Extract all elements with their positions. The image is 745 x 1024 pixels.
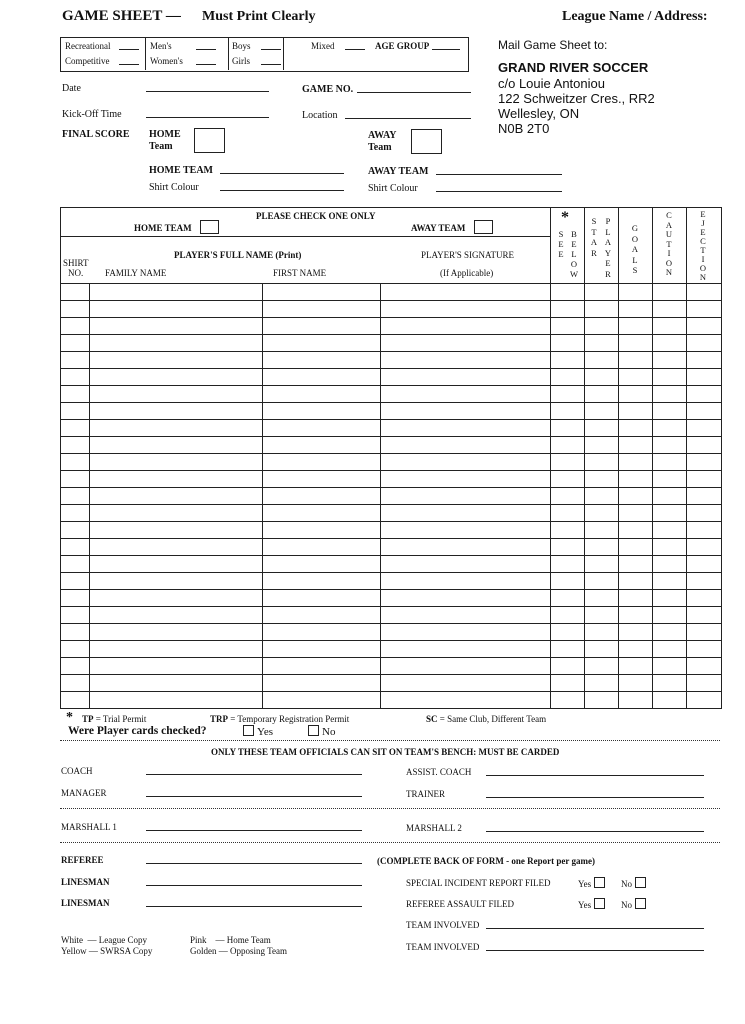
below-header-letter: W (569, 269, 579, 279)
marshall1-field[interactable] (146, 830, 362, 831)
divider (60, 842, 720, 843)
location-label: Location (302, 110, 338, 121)
assault-yes-checkbox[interactable] (594, 898, 605, 909)
goals-header-letter: A (631, 244, 639, 254)
coach-label: COACH (61, 766, 93, 776)
trainer-label: TRAINER (406, 789, 445, 799)
table-row[interactable] (60, 504, 721, 522)
cards-yes-label: Yes (257, 726, 274, 738)
mail-line2: 122 Schweitzer Cres., RR2 (498, 91, 655, 106)
linesman2-field[interactable] (146, 906, 362, 907)
if-applicable-label: (If Applicable) (440, 268, 494, 278)
marshall2-label: MARSHALL 2 (406, 823, 462, 833)
dash: — (87, 935, 97, 945)
table-row[interactable] (60, 402, 721, 420)
assault-no-label: No (621, 900, 632, 910)
category-divider (145, 37, 146, 70)
divider (60, 808, 720, 809)
see-header-letter: E (558, 249, 564, 259)
player-header-letter: L (605, 226, 611, 237)
roster-away-team-label: AWAY TEAM (411, 223, 466, 233)
away-score-label: AWAY (368, 130, 397, 141)
asterisk-mark: * (561, 209, 569, 226)
star-header-letter: T (591, 226, 597, 237)
manager-label: MANAGER (61, 788, 107, 798)
away-team-label: AWAY TEAM (368, 166, 429, 177)
yellow-copy: Yellow (61, 946, 87, 956)
referee-assault-label: REFEREE ASSAULT FILED (406, 899, 515, 909)
player-header-letter: A (604, 237, 612, 247)
pink-copy-dest: Home Team (226, 935, 271, 945)
incident-no-checkbox[interactable] (635, 877, 646, 888)
home-shirt-field[interactable] (220, 190, 344, 191)
home-score-team-label: Team (149, 141, 173, 152)
table-row[interactable] (60, 436, 721, 454)
boys-label: Boys (232, 41, 251, 51)
table-row[interactable] (60, 419, 721, 437)
goals-header-letter: G (631, 223, 639, 233)
sc-text: = Same Club, Different Team (439, 714, 547, 724)
away-score-box[interactable] (411, 129, 442, 154)
white-copy: White (61, 935, 83, 945)
womens-label: Women's (150, 56, 183, 66)
table-row[interactable] (60, 657, 721, 675)
table-row[interactable] (60, 317, 721, 335)
special-incident-label: SPECIAL INCIDENT REPORT FILED (406, 878, 551, 888)
table-row[interactable] (60, 521, 721, 539)
sc-abbr: SC (426, 714, 438, 724)
trp-abbr: TRP (210, 714, 228, 724)
kickoff-field[interactable] (146, 117, 269, 118)
goals-header-letter: L (632, 254, 638, 265)
home-shirt-label: Shirt Colour (149, 182, 199, 193)
away-shirt-field[interactable] (436, 191, 562, 192)
game-no-label: GAME NO. (302, 84, 354, 95)
ejection-header-letter: J (701, 218, 705, 228)
home-score-label: HOME (149, 129, 181, 140)
trp-text: = Temporary Registration Permit (230, 714, 350, 724)
caution-header-letter: U (665, 229, 673, 239)
age-group-label: AGE GROUP (375, 41, 430, 51)
caution-header-letter: C (666, 210, 672, 220)
incident-yes-label: Yes (578, 879, 592, 889)
assault-no-checkbox[interactable] (635, 898, 646, 909)
roster-rows (60, 283, 721, 708)
tp-abbr: TP (82, 714, 94, 724)
caution-header-letter: O (665, 257, 673, 268)
roster-away-checkbox[interactable] (474, 220, 493, 234)
ejection-header-letter: O (699, 263, 707, 273)
table-row[interactable] (60, 283, 721, 300)
officials-title: ONLY THESE TEAM OFFICIALS CAN SIT ON TEAM'S BENCH: MUST BE CARDED (211, 747, 560, 757)
caution-header-letter: A (665, 219, 673, 230)
assist-coach-field[interactable] (486, 775, 704, 776)
ejection-header-letter: N (699, 272, 707, 282)
table-row[interactable] (60, 606, 721, 624)
mail-line4: N0B 2T0 (498, 121, 550, 136)
player-full-name-label: PLAYER'S FULL NAME (Print) (174, 250, 302, 260)
league-label: League Name / Address: (562, 9, 708, 24)
form-subtitle: Must Print Clearly (202, 9, 316, 24)
dash: — (215, 935, 225, 945)
star-header-letter: A (590, 237, 598, 247)
incident-yes-checkbox[interactable] (594, 877, 605, 888)
marshall1-label: MARSHALL 1 (61, 822, 117, 832)
location-field[interactable] (345, 118, 471, 119)
table-row[interactable] (60, 555, 721, 573)
caution-header-letter: N (665, 267, 673, 277)
see-header-letter: E (558, 239, 564, 249)
player-header-letter: P (605, 216, 611, 226)
recreational-label: Recreational (65, 41, 111, 51)
table-row[interactable] (60, 453, 721, 471)
roster-home-team-label: HOME TEAM (134, 223, 192, 233)
table-row[interactable] (60, 691, 721, 709)
team-involved-2-field[interactable] (486, 950, 704, 951)
tp-text: = Trial Permit (95, 714, 147, 724)
ejection-header-letter: T (700, 245, 706, 255)
away-shirt-label: Shirt Colour (368, 183, 418, 194)
star-header-letter: R (591, 247, 597, 258)
trainer-field[interactable] (486, 797, 704, 798)
table-row[interactable] (60, 623, 721, 641)
team-involved-1-field[interactable] (486, 928, 704, 929)
mail-label: Mail Game Sheet to: (498, 38, 608, 52)
table-row[interactable] (60, 351, 721, 369)
star-header-letter: S (591, 216, 597, 226)
player-signature-label: PLAYER'S SIGNATURE (421, 250, 515, 260)
dash: — (218, 946, 228, 956)
cards-no-checkbox[interactable] (308, 725, 319, 736)
form-title: GAME SHEET — (62, 8, 181, 24)
cards-no-label: No (322, 726, 336, 738)
table-row[interactable] (60, 572, 721, 590)
mail-line3: Wellesley, ON (498, 106, 580, 121)
team-involved-1-label: TEAM INVOLVED (406, 920, 480, 930)
competitive-label: Competitive (65, 56, 110, 66)
family-name-label: FAMILY NAME (105, 268, 167, 278)
below-header-letter: B (571, 229, 577, 239)
ejection-header-letter: C (700, 236, 706, 246)
pink-copy: Pink (190, 935, 207, 945)
home-team-field[interactable] (220, 173, 344, 174)
assist-coach-label: ASSIST. COACH (406, 767, 472, 777)
table-row[interactable] (60, 538, 721, 556)
home-team-label: HOME TEAM (149, 165, 213, 176)
ejection-header-letter: E (700, 209, 706, 219)
check-one-label: PLEASE CHECK ONE ONLY (256, 211, 376, 221)
assault-yes-label: Yes (578, 900, 592, 910)
table-row[interactable] (60, 640, 721, 658)
linesman2-label: LINESMAN (61, 898, 110, 908)
player-header-letter: Y (604, 247, 612, 258)
table-row[interactable] (60, 368, 721, 386)
dash: — (88, 946, 98, 956)
game-no-field[interactable] (357, 92, 471, 93)
player-header-letter: E (605, 258, 611, 268)
kickoff-label: Kick-Off Time (62, 109, 122, 120)
caution-header-letter: T (666, 238, 672, 249)
incident-no-label: No (621, 879, 632, 889)
mens-label: Men's (150, 41, 172, 51)
away-team-field[interactable] (436, 174, 562, 175)
legend-asterisk: * (66, 710, 73, 725)
table-row[interactable] (60, 470, 721, 488)
referee-label: REFEREE (61, 855, 104, 865)
table-row[interactable] (60, 385, 721, 403)
date-field[interactable] (146, 91, 269, 92)
linesman1-label: LINESMAN (61, 877, 110, 887)
home-score-box[interactable] (194, 128, 225, 153)
table-row[interactable] (60, 589, 721, 607)
no-label: NO. (68, 268, 84, 278)
away-score-team-label: Team (368, 142, 392, 153)
manager-field[interactable] (146, 796, 362, 797)
mixed-label: Mixed (311, 41, 335, 51)
referee-field[interactable] (146, 863, 362, 864)
player-cards-question: Were Player cards checked? (68, 725, 207, 737)
girls-label: Girls (232, 56, 250, 66)
white-copy-dest: League Copy (98, 935, 147, 945)
mail-line1: c/o Louie Antoniou (498, 76, 605, 91)
ejection-header-letter: E (700, 227, 706, 237)
date-label: Date (62, 83, 81, 94)
divider (60, 740, 720, 741)
linesman1-field[interactable] (146, 885, 362, 886)
goals-header-letter: O (631, 233, 639, 244)
caution-header-letter: I (667, 248, 671, 258)
team-involved-2-label: TEAM INVOLVED (406, 942, 480, 952)
ejection-header-letter: I (701, 254, 705, 264)
table-row[interactable] (60, 300, 721, 318)
below-header-letter: E (571, 239, 577, 249)
below-header-letter: L (571, 249, 577, 259)
marshall2-field[interactable] (486, 831, 704, 832)
category-divider (283, 37, 284, 70)
complete-back-note: (COMPLETE BACK OF FORM - one Report per game) (377, 856, 595, 866)
shirt-label: SHIRT (63, 258, 89, 268)
golden-copy-dest: Opposing Team (230, 946, 287, 956)
first-name-label: FIRST NAME (273, 268, 327, 278)
player-header-letter: R (605, 268, 611, 279)
cards-yes-checkbox[interactable] (243, 725, 254, 736)
see-header-letter: S (558, 229, 564, 239)
yellow-copy-dest: SWRSA Copy (100, 946, 153, 956)
final-score-label: FINAL SCORE (62, 129, 130, 140)
goals-header-letter: S (632, 265, 638, 275)
category-divider (228, 37, 229, 70)
coach-field[interactable] (146, 774, 362, 775)
table-row[interactable] (60, 674, 721, 692)
below-header-letter: O (570, 259, 578, 269)
roster-home-checkbox[interactable] (200, 220, 219, 234)
table-row[interactable] (60, 487, 721, 505)
mail-org: GRAND RIVER SOCCER (498, 60, 649, 75)
golden-copy: Golden (190, 946, 217, 956)
table-row[interactable] (60, 334, 721, 352)
